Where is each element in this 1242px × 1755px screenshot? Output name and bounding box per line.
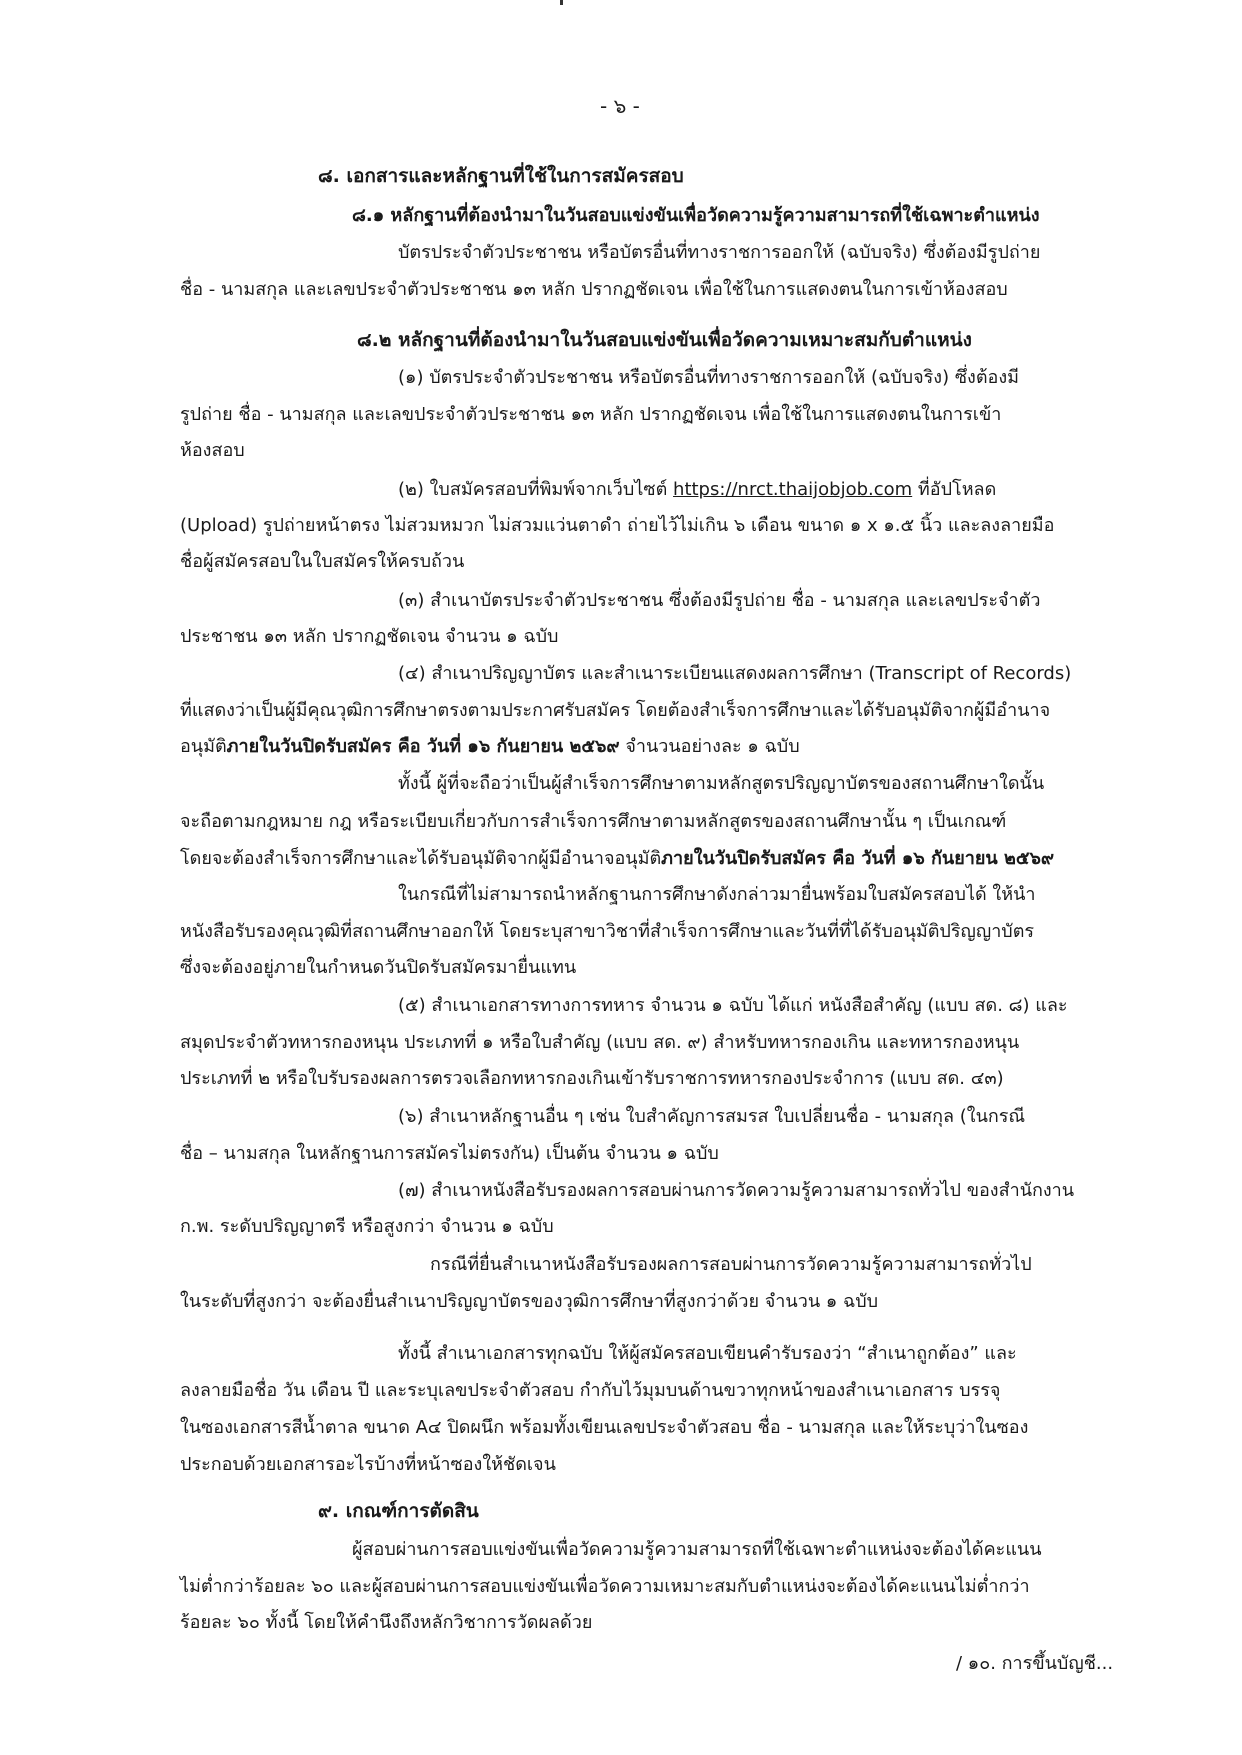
section-8-1-line: บัตรประจำตัวประชาชน หรือบัตรอื่นที่ทางราชการออกให้ (ฉบับจริง) ซึ่งต้องมีรูปถ่าย — [398, 242, 1041, 263]
item-6-line: (๖) สำเนาหลักฐานอื่น ๆ เช่น ใบสำคัญการสมรส ใบเปลี่ยนชื่อ - นามสกุล (ในกรณี — [398, 1106, 1026, 1127]
item-1-line: (๑) บัตรประจำตัวประชาชน หรือบัตรอื่นที่ทางราชการออกให้ (ฉบับจริง) ซึ่งต้องมี — [398, 367, 1019, 388]
item-3-line: ประชาชน ๑๓ หลัก ปรากฏชัดเจน จำนวน ๑ ฉบับ — [180, 626, 559, 647]
paragraph-line: ทั้งนี้ ผู้ที่จะถือว่าเป็นผู้สำเร็จการศึกษาตามหลักสูตรปริญญาบัตรของสถานศึกษาใดนั้น — [398, 773, 1045, 794]
item-2-line: (Upload) รูปถ่ายหน้าตรง ไม่สวมหมวก ไม่สวมแว่นตาดำ ถ่ายไว้ไม่เกิน ๖ เดือน ขนาด ๑ x ๑.๕ นิ้ว และลงลายมือ — [180, 515, 1055, 536]
paragraph-line — [180, 845, 1054, 873]
website-link[interactable]: https://nrct.thaijobjob.com — [673, 479, 913, 500]
paragraph-line: ประกอบด้วยเอกสารอะไรบ้างที่หน้าซองให้ชัดเจน — [180, 1454, 556, 1475]
section-9-line: ผู้สอบผ่านการสอบแข่งขันเพื่อวัดความรู้ความสามารถที่ใช้เฉพาะตำแหน่งจะต้องได้คะแนน — [352, 1539, 1042, 1560]
scan-mark — [560, 0, 563, 5]
item-7-line: (๗) สำเนาหนังสือรับรองผลการสอบผ่านการวัดความรู้ความสามารถทั่วไป ของสำนักงาน — [398, 1180, 1075, 1201]
paragraph-line: จะถือตามกฎหมาย กฎ หรือระเบียบเกี่ยวกับการสำเร็จการศึกษาตามหลักสูตรของสถานศึกษานั้น ๆ เป็นเกณฑ์ — [180, 811, 1007, 832]
section-8-1-heading: ๘.๑ หลักฐานที่ต้องนำมาในวันสอบแข่งขันเพื่อวัดความรู้ความสามารถที่ใช้เฉพาะตำแหน่ง — [352, 205, 1040, 226]
section-9-line: ร้อยละ ๖๐ ทั้งนี้ โดยให้คำนึงถึงหลักวิชาการวัดผลด้วย — [180, 1612, 593, 1633]
item-7-line: ก.พ. ระดับปริญญาตรี หรือสูงกว่า จำนวน ๑ ฉบับ — [180, 1216, 554, 1237]
section-8-heading: ๘. เอกสารและหลักฐานที่ใช้ในการสมัครสอบ — [318, 165, 684, 187]
item-4-text: จำนวนอย่างละ ๑ ฉบับ — [619, 736, 800, 757]
section-8-2-heading: ๘.๒ หลักฐานที่ต้องนำมาในวันสอบแข่งขันเพื่อวัดความเหมาะสมกับตำแหน่ง — [357, 329, 972, 351]
section-9-heading: ๙. เกณฑ์การตัดสิน — [318, 1500, 479, 1522]
section-8-1-line: ชื่อ - นามสกุล และเลขประจำตัวประชาชน ๑๓ หลัก ปรากฏชัดเจน เพื่อใช้ในการแสดงตนในการเข้าห้องสอบ — [180, 279, 1008, 300]
paragraph-line: ทั้งนี้ สำเนาเอกสารทุกฉบับ ให้ผู้สมัครสอบเขียนคำรับรองว่า “สำเนาถูกต้อง” และ — [398, 1343, 1017, 1364]
deadline-bold: ภายในวันปิดรับสมัคร คือ วันที่ ๑๖ กันยายน ๒๕๖๙ — [226, 736, 620, 757]
item-2-text: ที่อัปโหลด — [917, 479, 997, 500]
paragraph-line: ลงลายมือชื่อ วัน เดือน ปี และระบุเลขประจำตัวสอบ กำกับไว้มุมบนด้านขวาทุกหน้าของสำเนาเอกสาร บรรจุ — [180, 1380, 1001, 1401]
paragraph-line: กรณีที่ยื่นสำเนาหนังสือรับรองผลการสอบผ่านการวัดความรู้ความสามารถทั่วไป — [430, 1254, 1032, 1275]
item-5-line: สมุดประจำตัวทหารกองหนุน ประเภทที่ ๑ หรือใบสำคัญ (แบบ สด. ๙) สำหรับทหารกองเกิน และทหารกองหนุน — [180, 1032, 1020, 1053]
item-6-line: ชื่อ – นามสกุล ในหลักฐานการสมัครไม่ตรงกัน) เป็นต้น จำนวน ๑ ฉบับ — [180, 1143, 719, 1164]
item-3-line: (๓) สำเนาบัตรประจำตัวประชาชน ซึ่งต้องมีรูปถ่าย ชื่อ - นามสกุล และเลขประจำตัว — [398, 590, 1041, 611]
item-1-line: รูปถ่าย ชื่อ - นามสกุล และเลขประจำตัวประชาชน ๑๓ หลัก ปรากฏชัดเจน เพื่อใช้ในการแสดงตนในการเข้า — [180, 404, 1002, 425]
item-4-line: (๔) สำเนาปริญญาบัตร และสำเนาระเบียนแสดงผลการศึกษา (Transcript of Records) — [398, 663, 1072, 684]
paragraph-line: ซึ่งจะต้องอยู่ภายในกำหนดวันปิดรับสมัครมายื่นแทน — [180, 957, 577, 978]
item-4-line — [180, 733, 800, 761]
paragraph-line: ในกรณีที่ไม่สามารถนำหลักฐานการศึกษาดังกล่าวมายื่นพร้อมใบสมัครสอบได้ ให้นำ — [398, 884, 1036, 905]
item-4-text: อนุมัติ — [180, 736, 227, 757]
item-4-line: ที่แสดงว่าเป็นผู้มีคุณวุฒิการศึกษาตรงตามประกาศรับสมัคร โดยต้องสำเร็จการศึกษาและได้รับอนุมัติจากผู้มีอำนาจ — [180, 700, 1051, 721]
deadline-bold: ภายในวันปิดรับสมัคร คือ วันที่ ๑๖ กันยายน ๒๕๖๙ — [661, 848, 1055, 869]
paragraph-text: โดยจะต้องสำเร็จการศึกษาและได้รับอนุมัติจากผู้มีอำนาจอนุมัติ — [180, 848, 662, 869]
page-number: - ๖ - — [600, 94, 640, 118]
section-9-line: ไม่ต่ำกว่าร้อยละ ๖๐ และผู้สอบผ่านการสอบแข่งขันเพื่อวัดความเหมาะสมกับตำแหน่งจะต้องได้คะแนนไม่ต่ำกว่า — [180, 1576, 1030, 1597]
paragraph-line: หนังสือรับรองคุณวุฒิที่สถานศึกษาออกให้ โดยระบุสาขาวิชาที่สำเร็จการศึกษาและวันที่ที่ได้รับอนุมัติปริญญาบัตร — [180, 921, 1035, 942]
item-2-text: (๒) ใบสมัครสอบที่พิมพ์จากเว็บไซต์ — [398, 479, 668, 500]
paragraph-line: ในระดับที่สูงกว่า จะต้องยื่นสำเนาปริญญาบัตรของวุฒิการศึกษาที่สูงกว่าด้วย จำนวน ๑ ฉบับ — [180, 1291, 879, 1312]
item-2-line — [398, 476, 996, 504]
continuation-note: / ๑๐. การขึ้นบัญชี... — [956, 1653, 1114, 1674]
paragraph-line: ในซองเอกสารสีน้ำตาล ขนาด A๔ ปิดผนึก พร้อมทั้งเขียนเลขประจำตัวสอบ ชื่อ - นามสกุล และให้ระบุว่าในซอง — [180, 1417, 1029, 1438]
item-2-line: ชื่อผู้สมัครสอบในใบสมัครให้ครบถ้วน — [180, 551, 465, 572]
item-5-line: ประเภทที่ ๒ หรือใบรับรองผลการตรวจเลือกทหารกองเกินเข้ารับราชการทหารกองประจำการ (แบบ สด. ๔๓) — [180, 1068, 1004, 1089]
item-1-line: ห้องสอบ — [180, 440, 245, 461]
item-5-line: (๕) สำเนาเอกสารทางการทหาร จำนวน ๑ ฉบับ ได้แก่ หนังสือสำคัญ (แบบ สด. ๘) และ — [398, 995, 1068, 1016]
